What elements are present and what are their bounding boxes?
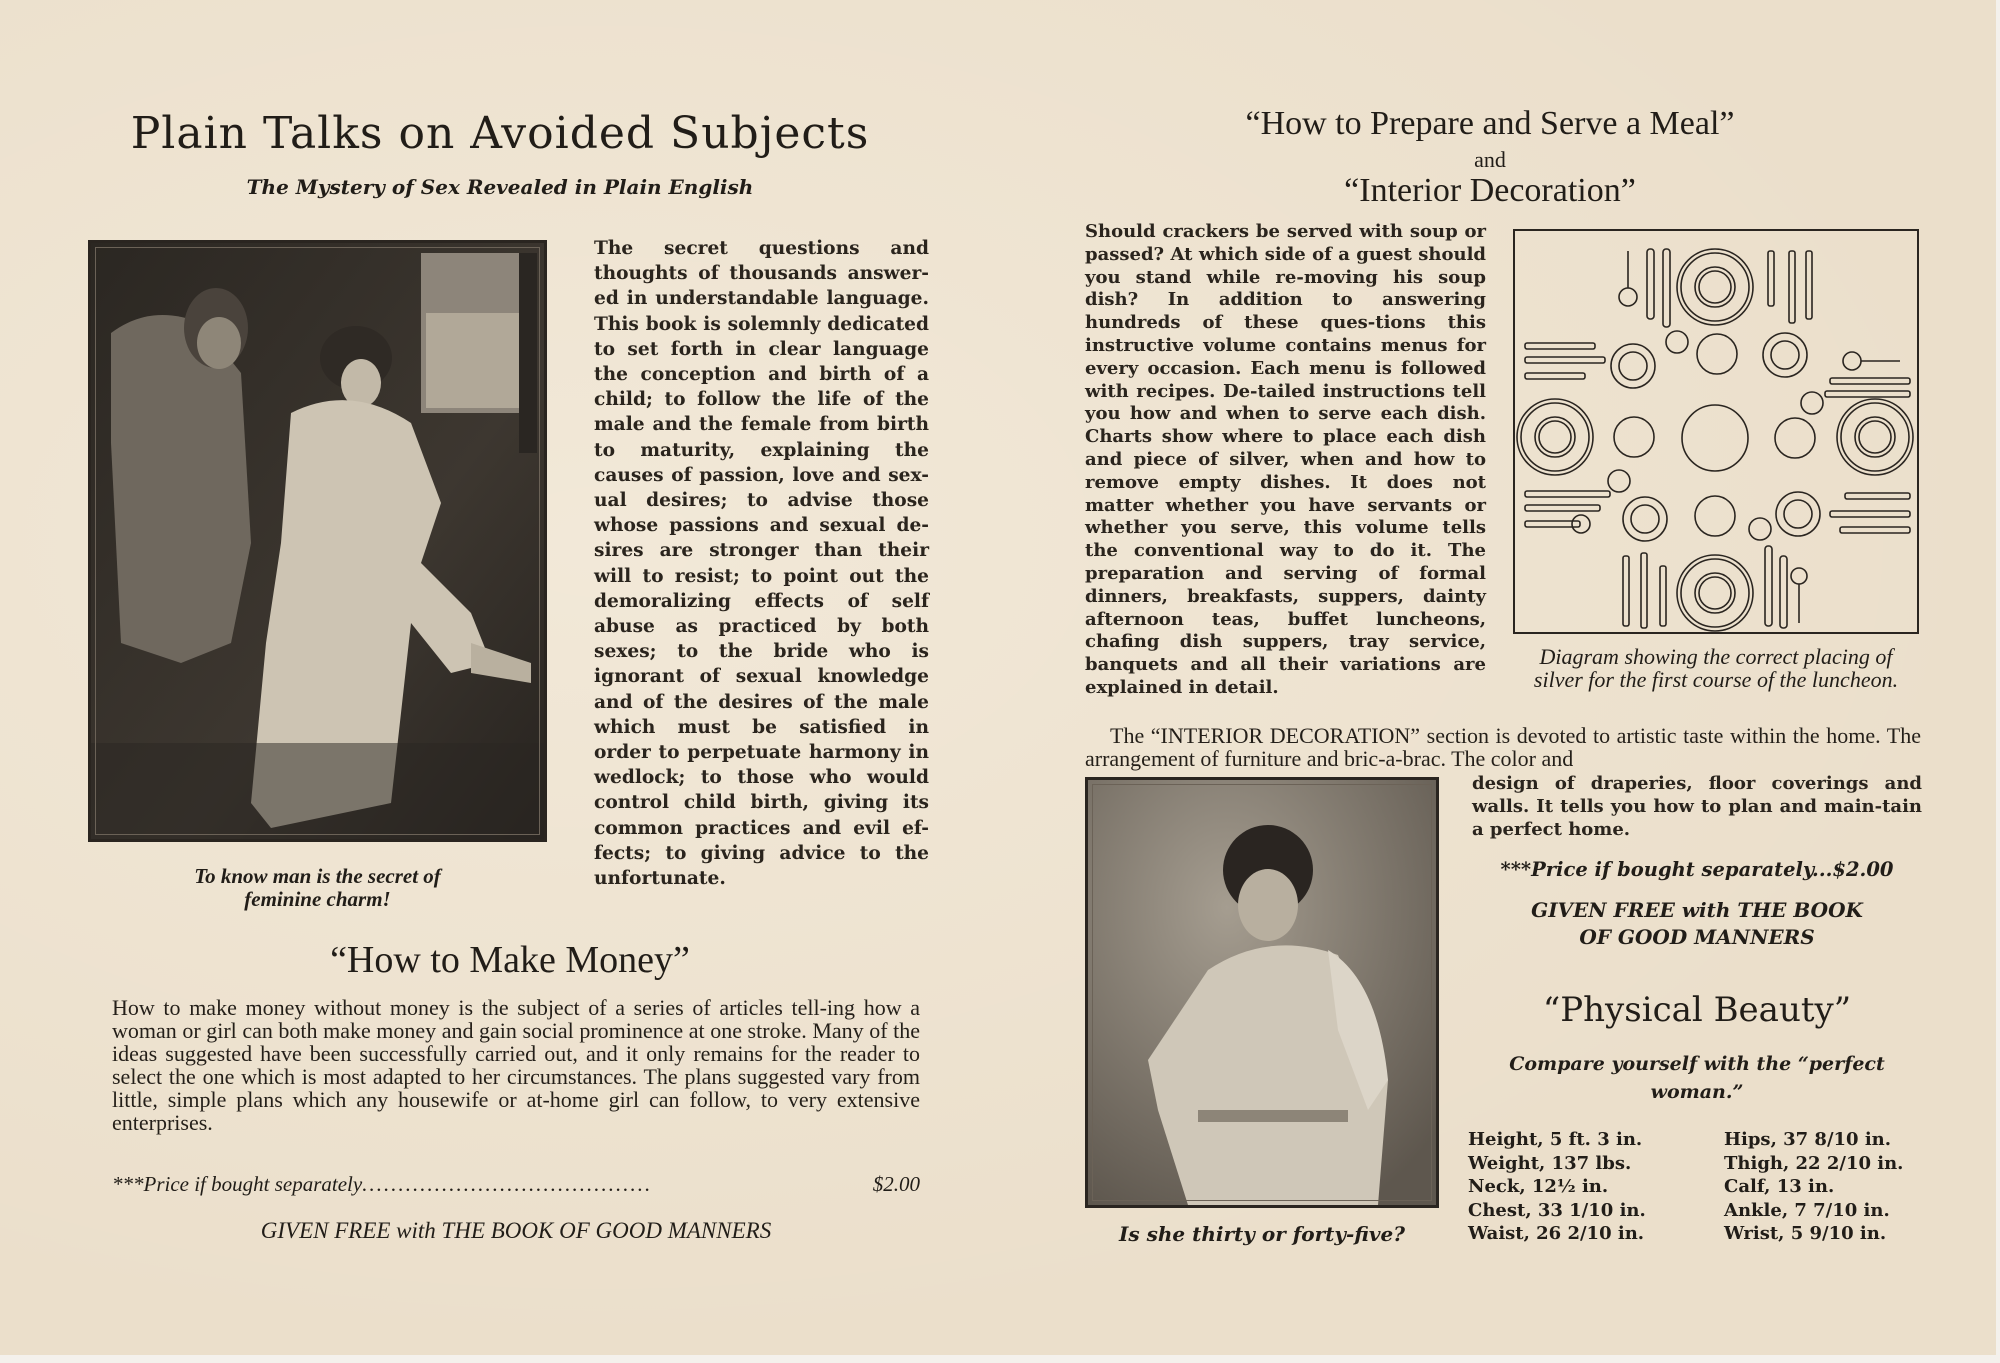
money-free-note: GIVEN FREE with THE BOOK OF GOOD MANNERS — [260, 1218, 772, 1243]
price-value: $2.00 — [872, 1172, 920, 1196]
left-place-setting — [1517, 343, 1655, 533]
measurement-height: Height, 5 ft. 3 in. — [1468, 1129, 1643, 1150]
interior-body-wide: The “INTERIOR DECORATION” section is devoted to artistic taste within the home. The arrangement of furniture and bric-a-brac. The color and — [1085, 723, 1921, 771]
beauty-section-title: “Physical Beauty” — [1542, 990, 1852, 1030]
interior-free-note: GIVEN FREE with THE BOOK OF GOOD MANNERS — [1531, 898, 1863, 949]
photo-frame-inner — [1092, 784, 1432, 1201]
woman-photo-caption: Is she thirty or forty-five? — [1119, 1222, 1405, 1246]
diagram-caption: Diagram showing the correct placing of silver for the first course of the luncheon. — [1533, 644, 1899, 692]
measurement-neck: Neck, 12½ in. — [1468, 1176, 1609, 1197]
caption-line-2: feminine charm! — [244, 887, 391, 911]
right-place-setting — [1775, 352, 1913, 536]
measurement-ankle: Ankle, 7 7/10 in. — [1724, 1199, 1890, 1221]
top-place-setting — [1619, 249, 1812, 377]
centerpiece-plate — [1682, 405, 1748, 471]
interior-price-line: ***Price if bought separately...$2.00 — [1500, 858, 1894, 881]
money-section-body: How to make money without money is the subject of a series of articles tell-ing how a woman or girl can both make money and gain social prominence at one stroke. Many of the ideas suggested have been successfully carried out, and it only remains for the reader to select the one which is most adapted to her circumstances. The plans suggested vary from little, simple plans which any housewife or at-home girl can follow, to very extensive enterprises. — [112, 995, 920, 1135]
measurement-chest: Chest, 33 1/10 in. — [1468, 1199, 1646, 1221]
right-page-title-2: “Interior Decoration” — [1344, 172, 1636, 209]
meal-body: Should crackers be served with soup or passed? At which side of a guest should you stand while re-moving his soup dish? In addition to answering hundreds of these ques-tions this instructive volume contains menus for every occasion. Each menu is followed with recipes. De-tailed instructions tell you how and when to serve each dish. Charts show where to place each dish and piece of silver, when and how to remove empty dishes. It does not matter whether you have servants or whether you serve, this volume tells the conventional way to do it. The preparation and serving of formal dinners, breakfasts, suppers, dainty afternoon teas, buffet luncheons, chafing dish suppers, tray service, banquets and all their variations are explained in detail. — [1085, 221, 1486, 698]
caption-line-1: To know man is the secret of — [194, 864, 441, 888]
right-page-title-and: and — [1474, 147, 1506, 172]
beauty-section-subtitle: Compare yourself with the “perfect woman.” — [1509, 1053, 1885, 1103]
measurement-thigh: Thigh, 22 2/10 in. — [1724, 1152, 1904, 1174]
money-section-title: “How to Make Money” — [330, 939, 690, 981]
left-page-title: Plain Talks on Avoided Subjects — [130, 108, 870, 159]
measurements-right-column — [1724, 1128, 1934, 1246]
measurement-weight: Weight, 137 lbs. — [1468, 1152, 1632, 1174]
money-price-line — [112, 1172, 920, 1197]
measurement-hips: Hips, 37 8/10 in. — [1724, 1129, 1892, 1150]
interior-body-narrow: design of draperies, floor coverings and walls. It tells you how to plan and main-tain a perfect home. — [1472, 773, 1922, 840]
bottom-place-setting — [1623, 496, 1807, 631]
left-page-body: The secret questions and thoughts of thousands answer-ed in understandable language. This book is solemnly dedicated to set forth in clear language the conception and birth of a child; to follow the life of the male and the female from birth to maturity, explaining the causes of passion, love and sex-ual desires; to advise those whose passions and sexual de-sires are stronger than their will to resist; to point out the demoralizing effects of self abuse as practiced by both sexes; to the bride who is ignorant of sexual knowledge and of the desires of the male which must be satisfied in order to perpetuate harmony in wedlock; to those who would control child birth, giving its common practices and evil ef-fects; to giving advice to the unfortunate. — [594, 238, 929, 890]
measurement-waist: Waist, 26 2/10 in. — [1468, 1223, 1645, 1244]
left-page-subtitle: The Mystery of Sex Revealed in Plain English — [246, 175, 754, 199]
table-setting-diagram — [1513, 229, 1919, 634]
couple-photo — [88, 240, 547, 842]
woman-photo — [1085, 777, 1439, 1208]
right-page-title-1: “How to Prepare and Serve a Meal” — [1245, 105, 1735, 142]
measurements-left-column — [1468, 1128, 1698, 1246]
price-leader-dots: ........................................ — [362, 1172, 653, 1196]
price-label: ***Price if bought separately — [112, 1172, 363, 1196]
couple-photo-caption — [88, 865, 547, 911]
measurement-calf: Calf, 13 in. — [1724, 1176, 1835, 1197]
measurement-wrist: Wrist, 5 9/10 in. — [1724, 1223, 1887, 1244]
photo-frame-inner — [95, 247, 540, 835]
